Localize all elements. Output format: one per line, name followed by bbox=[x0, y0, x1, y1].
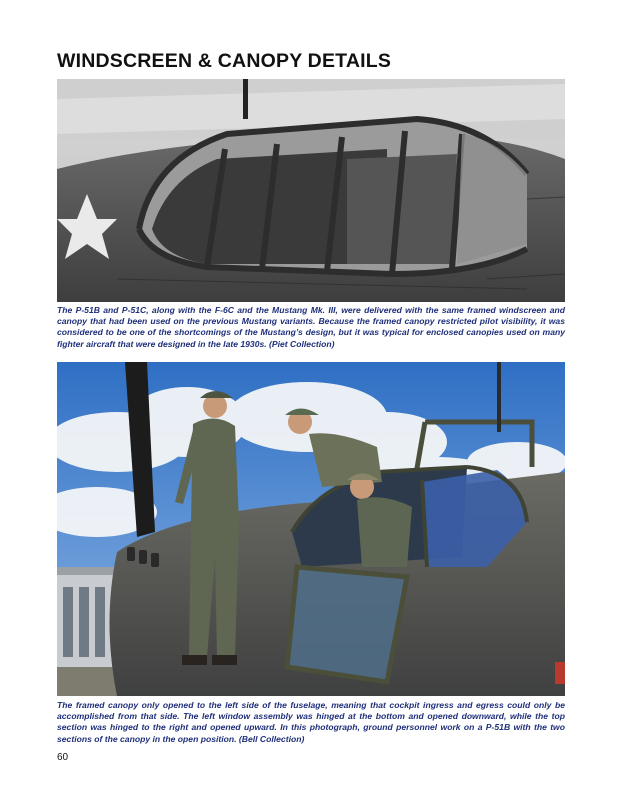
photo-ground-crew-p51b bbox=[57, 362, 565, 696]
photo-caption: The P-51B and P-51C, along with the F-6C and the Mustang Mk. III, were delivered with the same framed windscreen and canopy that had been used on the previous Mustang variants. Because the framed canopy restricted pilot visibility, it was considered to be one of the shortcomings of the Mustang’s design, but it was typical for enclosed canopies used on many fighter aircraft that were designed in the late 1930s. (Piet Collection) bbox=[57, 305, 565, 349]
photo-caption: The framed canopy only opened to the left side of the fuselage, meaning that cockpit ingress and egress could only be accomplished from that side. The left window assembly was hinged at the bottom and opened downward, while the top section was hinged to the right and opened upward. In this photograph, ground personnel work on a P-51B with the two sections of the canopy in the open position. (Bell Collection) bbox=[57, 700, 565, 744]
photo-framed-canopy-bw bbox=[57, 79, 565, 302]
page-title: WINDSCREEN & CANOPY DETAILS bbox=[57, 50, 392, 72]
page-number: 60 bbox=[57, 752, 69, 763]
